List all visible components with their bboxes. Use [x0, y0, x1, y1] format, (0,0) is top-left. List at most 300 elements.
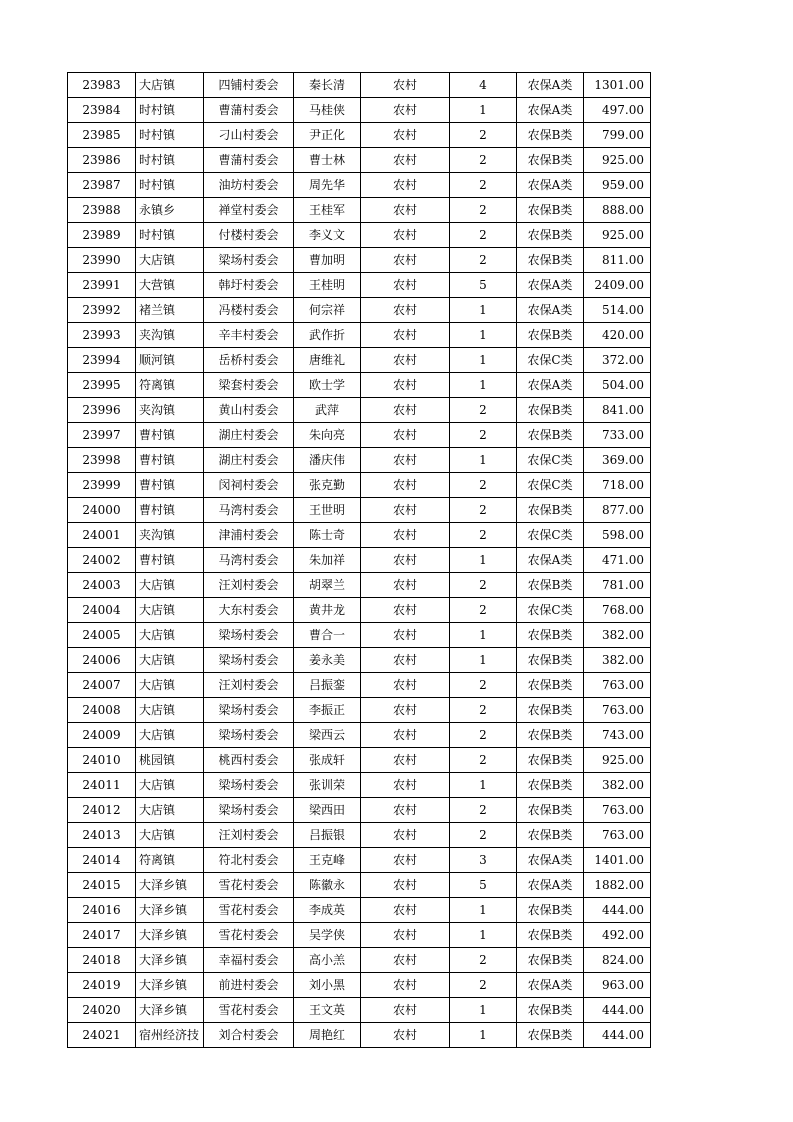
insurance-category-cell: 农保A类: [517, 548, 584, 573]
person-name-cell: 姜永美: [294, 648, 361, 673]
household-type-cell: 农村: [361, 98, 450, 123]
village-committee-cell: 大东村委会: [204, 598, 294, 623]
town-cell: 大店镇: [136, 698, 204, 723]
household-type-cell: 农村: [361, 548, 450, 573]
member-count-cell: 1: [450, 373, 517, 398]
insurance-category-cell: 农保B类: [517, 623, 584, 648]
village-committee-cell: 汪刘村委会: [204, 673, 294, 698]
town-cell: 时村镇: [136, 98, 204, 123]
table-row: [68, 898, 651, 923]
table-row: [68, 498, 651, 523]
person-name-cell: 尹正化: [294, 123, 361, 148]
record-id-cell: 24008: [68, 698, 136, 723]
record-id-cell: 24010: [68, 748, 136, 773]
record-id-cell: 24018: [68, 948, 136, 973]
member-count-cell: 1: [450, 98, 517, 123]
household-type-cell: 农村: [361, 573, 450, 598]
member-count-cell: 2: [450, 498, 517, 523]
table-row: [68, 823, 651, 848]
record-id-cell: 24013: [68, 823, 136, 848]
table-row: [68, 623, 651, 648]
person-name-cell: 陈徽永: [294, 873, 361, 898]
household-type-cell: 农村: [361, 398, 450, 423]
town-cell: 宿州经济技: [136, 1023, 204, 1048]
town-cell: 夹沟镇: [136, 323, 204, 348]
village-committee-cell: 雪花村委会: [204, 873, 294, 898]
household-type-cell: 农村: [361, 273, 450, 298]
insurance-category-cell: 农保B类: [517, 248, 584, 273]
town-cell: 大店镇: [136, 673, 204, 698]
insurance-category-cell: 农保B类: [517, 898, 584, 923]
member-count-cell: 5: [450, 873, 517, 898]
member-count-cell: 2: [450, 473, 517, 498]
household-type-cell: 农村: [361, 323, 450, 348]
member-count-cell: 2: [450, 673, 517, 698]
village-committee-cell: 湖庄村委会: [204, 423, 294, 448]
household-type-cell: 农村: [361, 848, 450, 873]
insurance-category-cell: 农保A类: [517, 373, 584, 398]
household-type-cell: 农村: [361, 773, 450, 798]
village-committee-cell: 梁场村委会: [204, 648, 294, 673]
amount-cell: 444.00: [584, 998, 651, 1023]
insurance-category-cell: 农保B类: [517, 198, 584, 223]
record-id-cell: 23998: [68, 448, 136, 473]
town-cell: 大泽乡镇: [136, 948, 204, 973]
village-committee-cell: 汪刘村委会: [204, 573, 294, 598]
member-count-cell: 1: [450, 348, 517, 373]
village-committee-cell: 雪花村委会: [204, 898, 294, 923]
town-cell: 曹村镇: [136, 448, 204, 473]
insurance-category-cell: 农保B类: [517, 823, 584, 848]
person-name-cell: 张训荣: [294, 773, 361, 798]
person-name-cell: 欧士学: [294, 373, 361, 398]
town-cell: 曹村镇: [136, 473, 204, 498]
insurance-category-cell: 农保A类: [517, 973, 584, 998]
village-committee-cell: 马湾村委会: [204, 498, 294, 523]
insurance-category-cell: 农保C类: [517, 598, 584, 623]
insurance-category-cell: 农保B类: [517, 923, 584, 948]
person-name-cell: 王桂明: [294, 273, 361, 298]
person-name-cell: 周艳红: [294, 1023, 361, 1048]
household-type-cell: 农村: [361, 998, 450, 1023]
insurance-category-cell: 农保B类: [517, 648, 584, 673]
insurance-category-cell: 农保A类: [517, 848, 584, 873]
village-committee-cell: 梁场村委会: [204, 623, 294, 648]
household-type-cell: 农村: [361, 973, 450, 998]
insurance-category-cell: 农保A类: [517, 73, 584, 98]
person-name-cell: 刘小黑: [294, 973, 361, 998]
insurance-category-cell: 农保B类: [517, 773, 584, 798]
table-row: [68, 223, 651, 248]
person-name-cell: 武作折: [294, 323, 361, 348]
town-cell: 大店镇: [136, 598, 204, 623]
table-row: [68, 148, 651, 173]
insurance-category-cell: 农保B类: [517, 148, 584, 173]
amount-cell: 763.00: [584, 698, 651, 723]
town-cell: 大泽乡镇: [136, 998, 204, 1023]
record-id-cell: 24001: [68, 523, 136, 548]
member-count-cell: 2: [450, 148, 517, 173]
village-committee-cell: 油坊村委会: [204, 173, 294, 198]
person-name-cell: 胡翠兰: [294, 573, 361, 598]
record-id-cell: 24021: [68, 1023, 136, 1048]
person-name-cell: 曹合一: [294, 623, 361, 648]
member-count-cell: 2: [450, 198, 517, 223]
person-name-cell: 王文英: [294, 998, 361, 1023]
amount-cell: 444.00: [584, 1023, 651, 1048]
village-committee-cell: 梁套村委会: [204, 373, 294, 398]
record-id-cell: 24002: [68, 548, 136, 573]
table-row: [68, 323, 651, 348]
town-cell: 永镇乡: [136, 198, 204, 223]
member-count-cell: 1: [450, 898, 517, 923]
insurance-category-cell: 农保C类: [517, 448, 584, 473]
table-row: [68, 798, 651, 823]
village-committee-cell: 津浦村委会: [204, 523, 294, 548]
record-id-cell: 24019: [68, 973, 136, 998]
table-row: [68, 848, 651, 873]
person-name-cell: 吕振银: [294, 823, 361, 848]
insurance-category-cell: 农保C类: [517, 348, 584, 373]
insurance-category-cell: 农保B类: [517, 673, 584, 698]
record-id-cell: 23986: [68, 148, 136, 173]
person-name-cell: 黄井龙: [294, 598, 361, 623]
table-row: [68, 673, 651, 698]
household-type-cell: 农村: [361, 923, 450, 948]
village-committee-cell: 马湾村委会: [204, 548, 294, 573]
household-type-cell: 农村: [361, 148, 450, 173]
household-type-cell: 农村: [361, 298, 450, 323]
amount-cell: 598.00: [584, 523, 651, 548]
town-cell: 大店镇: [136, 773, 204, 798]
amount-cell: 1401.00: [584, 848, 651, 873]
village-committee-cell: 梁场村委会: [204, 248, 294, 273]
town-cell: 大泽乡镇: [136, 873, 204, 898]
household-type-cell: 农村: [361, 123, 450, 148]
household-type-cell: 农村: [361, 673, 450, 698]
member-count-cell: 1: [450, 998, 517, 1023]
household-type-cell: 农村: [361, 598, 450, 623]
amount-cell: 888.00: [584, 198, 651, 223]
amount-cell: 2409.00: [584, 273, 651, 298]
amount-cell: 1882.00: [584, 873, 651, 898]
household-type-cell: 农村: [361, 223, 450, 248]
record-id-cell: 24003: [68, 573, 136, 598]
insurance-category-cell: 农保B类: [517, 423, 584, 448]
table-row: [68, 723, 651, 748]
table-row: [68, 973, 651, 998]
member-count-cell: 5: [450, 273, 517, 298]
household-type-cell: 农村: [361, 473, 450, 498]
record-id-cell: 23984: [68, 98, 136, 123]
amount-cell: 718.00: [584, 473, 651, 498]
member-count-cell: 4: [450, 73, 517, 98]
person-name-cell: 朱加祥: [294, 548, 361, 573]
record-id-cell: 23993: [68, 323, 136, 348]
household-type-cell: 农村: [361, 448, 450, 473]
person-name-cell: 王克峰: [294, 848, 361, 873]
town-cell: 褚兰镇: [136, 298, 204, 323]
table-row: [68, 598, 651, 623]
member-count-cell: 2: [450, 223, 517, 248]
member-count-cell: 2: [450, 423, 517, 448]
household-type-cell: 农村: [361, 523, 450, 548]
amount-cell: 959.00: [584, 173, 651, 198]
record-id-cell: 24016: [68, 898, 136, 923]
table-row: [68, 548, 651, 573]
table-row: [68, 523, 651, 548]
amount-cell: 420.00: [584, 323, 651, 348]
village-committee-cell: 梁场村委会: [204, 773, 294, 798]
person-name-cell: 张成轩: [294, 748, 361, 773]
member-count-cell: 1: [450, 548, 517, 573]
village-committee-cell: 黄山村委会: [204, 398, 294, 423]
household-type-cell: 农村: [361, 198, 450, 223]
member-count-cell: 2: [450, 173, 517, 198]
household-type-cell: 农村: [361, 748, 450, 773]
member-count-cell: 2: [450, 523, 517, 548]
insurance-category-cell: 农保B类: [517, 1023, 584, 1048]
town-cell: 符离镇: [136, 373, 204, 398]
household-type-cell: 农村: [361, 348, 450, 373]
person-name-cell: 张克勤: [294, 473, 361, 498]
village-committee-cell: 幸福村委会: [204, 948, 294, 973]
town-cell: 大店镇: [136, 573, 204, 598]
table-row: [68, 73, 651, 98]
insurance-category-cell: 农保B类: [517, 798, 584, 823]
amount-cell: 877.00: [584, 498, 651, 523]
table-row: [68, 423, 651, 448]
amount-cell: 963.00: [584, 973, 651, 998]
amount-cell: 799.00: [584, 123, 651, 148]
table-row: [68, 173, 651, 198]
insurance-category-cell: 农保A类: [517, 273, 584, 298]
member-count-cell: 1: [450, 648, 517, 673]
town-cell: 符离镇: [136, 848, 204, 873]
table-row: [68, 698, 651, 723]
member-count-cell: 1: [450, 623, 517, 648]
table-row: [68, 198, 651, 223]
table-row: [68, 923, 651, 948]
village-committee-cell: 符北村委会: [204, 848, 294, 873]
member-count-cell: 1: [450, 1023, 517, 1048]
member-count-cell: 1: [450, 923, 517, 948]
insurance-category-cell: 农保B类: [517, 123, 584, 148]
person-name-cell: 吴学侠: [294, 923, 361, 948]
amount-cell: 733.00: [584, 423, 651, 448]
record-id-cell: 23991: [68, 273, 136, 298]
town-cell: 曹村镇: [136, 498, 204, 523]
household-type-cell: 农村: [361, 698, 450, 723]
household-type-cell: 农村: [361, 798, 450, 823]
member-count-cell: 2: [450, 598, 517, 623]
town-cell: 桃园镇: [136, 748, 204, 773]
town-cell: 夹沟镇: [136, 523, 204, 548]
household-type-cell: 农村: [361, 173, 450, 198]
household-type-cell: 农村: [361, 423, 450, 448]
person-name-cell: 武萍: [294, 398, 361, 423]
town-cell: 大店镇: [136, 248, 204, 273]
insurance-category-cell: 农保A类: [517, 298, 584, 323]
person-name-cell: 李成英: [294, 898, 361, 923]
insurance-category-cell: 农保A类: [517, 98, 584, 123]
village-committee-cell: 曹蒲村委会: [204, 98, 294, 123]
table-row: [68, 748, 651, 773]
household-type-cell: 农村: [361, 1023, 450, 1048]
amount-cell: 382.00: [584, 648, 651, 673]
amount-cell: 497.00: [584, 98, 651, 123]
record-id-cell: 24005: [68, 623, 136, 648]
record-id-cell: 24014: [68, 848, 136, 873]
person-name-cell: 梁西云: [294, 723, 361, 748]
insurance-category-cell: 农保A类: [517, 873, 584, 898]
person-name-cell: 曹加明: [294, 248, 361, 273]
member-count-cell: 1: [450, 448, 517, 473]
amount-cell: 925.00: [584, 148, 651, 173]
town-cell: 曹村镇: [136, 548, 204, 573]
village-committee-cell: 禅堂村委会: [204, 198, 294, 223]
household-type-cell: 农村: [361, 373, 450, 398]
town-cell: 大泽乡镇: [136, 973, 204, 998]
household-type-cell: 农村: [361, 248, 450, 273]
insurance-category-cell: 农保B类: [517, 998, 584, 1023]
member-count-cell: 2: [450, 798, 517, 823]
record-id-cell: 23985: [68, 123, 136, 148]
town-cell: 时村镇: [136, 123, 204, 148]
person-name-cell: 梁西田: [294, 798, 361, 823]
town-cell: 大营镇: [136, 273, 204, 298]
table-row: [68, 348, 651, 373]
insurance-category-cell: 农保A类: [517, 173, 584, 198]
insurance-category-cell: 农保B类: [517, 698, 584, 723]
record-id-cell: 24007: [68, 673, 136, 698]
table-row: [68, 998, 651, 1023]
amount-cell: 382.00: [584, 623, 651, 648]
record-id-cell: 24006: [68, 648, 136, 673]
member-count-cell: 2: [450, 698, 517, 723]
insurance-category-cell: 农保B类: [517, 498, 584, 523]
records-table: [67, 72, 651, 1048]
record-id-cell: 23989: [68, 223, 136, 248]
record-id-cell: 24020: [68, 998, 136, 1023]
town-cell: 时村镇: [136, 173, 204, 198]
amount-cell: 743.00: [584, 723, 651, 748]
table-row: [68, 298, 651, 323]
amount-cell: 444.00: [584, 898, 651, 923]
village-committee-cell: 闵祠村委会: [204, 473, 294, 498]
household-type-cell: 农村: [361, 898, 450, 923]
insurance-category-cell: 农保C类: [517, 473, 584, 498]
village-committee-cell: 辛丰村委会: [204, 323, 294, 348]
village-committee-cell: 湖庄村委会: [204, 448, 294, 473]
insurance-category-cell: 农保B类: [517, 223, 584, 248]
table-row: [68, 648, 651, 673]
town-cell: 大店镇: [136, 798, 204, 823]
table-row: [68, 98, 651, 123]
member-count-cell: 2: [450, 823, 517, 848]
person-name-cell: 陈士奇: [294, 523, 361, 548]
insurance-category-cell: 农保B类: [517, 723, 584, 748]
records-table-body: [68, 73, 651, 1048]
record-id-cell: 23997: [68, 423, 136, 448]
village-committee-cell: 雪花村委会: [204, 923, 294, 948]
amount-cell: 824.00: [584, 948, 651, 973]
person-name-cell: 高小羔: [294, 948, 361, 973]
record-id-cell: 24015: [68, 873, 136, 898]
person-name-cell: 潘庆伟: [294, 448, 361, 473]
village-committee-cell: 梁场村委会: [204, 798, 294, 823]
member-count-cell: 2: [450, 573, 517, 598]
table-row: [68, 273, 651, 298]
member-count-cell: 2: [450, 123, 517, 148]
record-id-cell: 24004: [68, 598, 136, 623]
person-name-cell: 秦长清: [294, 73, 361, 98]
amount-cell: 369.00: [584, 448, 651, 473]
amount-cell: 925.00: [584, 223, 651, 248]
person-name-cell: 周先华: [294, 173, 361, 198]
record-id-cell: 23990: [68, 248, 136, 273]
town-cell: 大店镇: [136, 823, 204, 848]
amount-cell: 471.00: [584, 548, 651, 573]
table-row: [68, 573, 651, 598]
village-committee-cell: 四铺村委会: [204, 73, 294, 98]
insurance-category-cell: 农保B类: [517, 573, 584, 598]
town-cell: 大泽乡镇: [136, 923, 204, 948]
table-row: [68, 398, 651, 423]
record-id-cell: 24017: [68, 923, 136, 948]
household-type-cell: 农村: [361, 823, 450, 848]
amount-cell: 811.00: [584, 248, 651, 273]
village-committee-cell: 韩圩村委会: [204, 273, 294, 298]
table-row: [68, 948, 651, 973]
town-cell: 大店镇: [136, 623, 204, 648]
town-cell: 大店镇: [136, 723, 204, 748]
town-cell: 大泽乡镇: [136, 898, 204, 923]
town-cell: 大店镇: [136, 648, 204, 673]
household-type-cell: 农村: [361, 948, 450, 973]
member-count-cell: 1: [450, 298, 517, 323]
town-cell: 大店镇: [136, 73, 204, 98]
person-name-cell: 王桂军: [294, 198, 361, 223]
household-type-cell: 农村: [361, 723, 450, 748]
household-type-cell: 农村: [361, 498, 450, 523]
village-committee-cell: 刘合村委会: [204, 1023, 294, 1048]
amount-cell: 781.00: [584, 573, 651, 598]
person-name-cell: 朱向亮: [294, 423, 361, 448]
town-cell: 夹沟镇: [136, 398, 204, 423]
member-count-cell: 1: [450, 773, 517, 798]
village-committee-cell: 刁山村委会: [204, 123, 294, 148]
person-name-cell: 李义文: [294, 223, 361, 248]
person-name-cell: 曹士林: [294, 148, 361, 173]
amount-cell: 841.00: [584, 398, 651, 423]
record-id-cell: 23994: [68, 348, 136, 373]
record-id-cell: 23992: [68, 298, 136, 323]
record-id-cell: 23983: [68, 73, 136, 98]
member-count-cell: 2: [450, 248, 517, 273]
village-committee-cell: 冯楼村委会: [204, 298, 294, 323]
person-name-cell: 李振正: [294, 698, 361, 723]
member-count-cell: 2: [450, 748, 517, 773]
person-name-cell: 马桂侠: [294, 98, 361, 123]
town-cell: 曹村镇: [136, 423, 204, 448]
member-count-cell: 2: [450, 723, 517, 748]
person-name-cell: 唐维礼: [294, 348, 361, 373]
table-row: [68, 123, 651, 148]
household-type-cell: 农村: [361, 73, 450, 98]
village-committee-cell: 桃西村委会: [204, 748, 294, 773]
village-committee-cell: 雪花村委会: [204, 998, 294, 1023]
